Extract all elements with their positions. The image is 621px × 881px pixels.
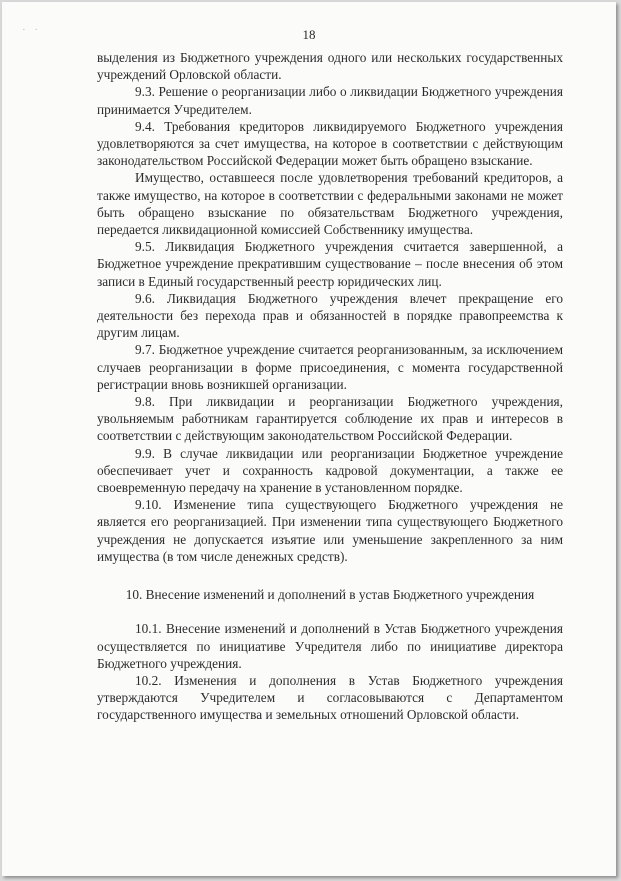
paragraph-9-4-property: Имущество, оставшееся после удовлетворения требований кредиторов, а также имущество, на которое в соответствии с федеральными законами не может быть обращено взыскание по обязательствам Бюджетного учреждения, передается ликвидационной комиссией Собственнику имущества. xyxy=(97,170,563,238)
document-page xyxy=(2,2,616,876)
paragraph-9-6: 9.6. Ликвидация Бюджетного учреждения влечет прекращение его деятельности без перехода прав и обязанностей в порядке правопреемства к другим лицам. xyxy=(97,290,563,341)
paragraph-9-5: 9.5. Ликвидация Бюджетного учреждения считается завершенной, а Бюджетное учреждение прекратившим существование – после внесения об этом записи в Единый государственный реестр юридических лиц. xyxy=(97,239,563,289)
paragraph-9-3: 9.3. Решение о реорганизации либо о ликвидации Бюджетного учреждения принимается Учредителем. xyxy=(97,84,563,117)
paragraph-10-1: 10.1. Внесение изменений и дополнений в Устав Бюджетного учреждения осуществляется по инициативе Учредителя либо по инициативе директора Бюджетного учреждения. xyxy=(97,621,563,671)
page-number: 18 xyxy=(302,27,316,42)
paragraph-9-7: 9.7. Бюджетное учреждение считается реорганизованным, за исключением случаев реорганизации в форме присоединения, с момента государственной регистрации вновь возникшей организации. xyxy=(97,342,563,392)
section-heading: 10. Внесение изменений и дополнений в устав Бюджетного учреждения xyxy=(125,587,535,603)
paragraph-continuation: выделения из Бюджетного учреждения одного или нескольких государственных учреждений Орловской области. xyxy=(97,50,563,83)
paragraph-9-8: 9.8. При ликвидации и реорганизации Бюджетного учреждения, увольняемым работникам гарантируется соблюдение их прав и интересов в соответствии с действующим законодательством Российской Федерации. xyxy=(97,394,563,444)
document-body xyxy=(97,49,563,724)
paragraph-10-2: 10.2. Изменения и дополнения в Устав Бюджетного учреждения утверждаются Учредителем и согласовываются с Департаментом государственного имущества и земельных отношений Орловской области. xyxy=(97,672,563,723)
paragraph-9-4: 9.4. Требования кредиторов ликвидируемого Бюджетного учреждения удовлетворяются за счет имущества, на которое в соответствии с действующим законодательством Российской Федерации может быть обращено взыскание. xyxy=(97,118,563,169)
paragraph-9-10: 9.10. Изменение типа существующего Бюджетного учреждения не является его реорганизацией. При изменении типа существующего Бюджетного учреждения не допускается изъятие или уменьшение закрепленного за ним имущества (в том числе денежных средств). xyxy=(97,497,563,564)
paragraph-9-9: 9.9. В случае ликвидации или реорганизации Бюджетное учреждение обеспечивает учет и сохранность кадровой документации, а также ее своевременную передачу на хранение в установленном порядке. xyxy=(97,445,563,496)
scan-mark: · · xyxy=(22,24,42,36)
